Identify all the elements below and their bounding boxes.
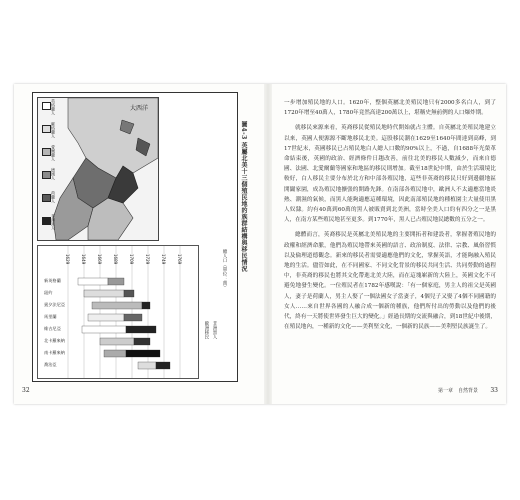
map-label-atlantic: 大西洋	[130, 105, 149, 112]
legend-label: 英格蘭人	[51, 99, 56, 115]
legend-swatch	[42, 194, 51, 202]
legend-item	[42, 122, 58, 138]
side-note: 總人口（單位：萬）	[222, 249, 227, 290]
legend-item	[42, 214, 58, 230]
side-note: 歐洲移民	[204, 321, 209, 339]
chart-category: 馬里蘭	[44, 314, 57, 319]
left-page-number: 32	[22, 387, 30, 394]
chart-year: 1649	[81, 254, 86, 265]
legend-label: 愛爾蘭人	[51, 145, 56, 161]
chart-category: 賓夕法尼亞	[44, 302, 65, 307]
population-chart	[37, 245, 199, 379]
chart-year: 1729	[145, 254, 150, 265]
figure-caption: 圖4-3 英屬北美十三個殖民地的族群結構與移民情況	[240, 121, 247, 273]
chart-category: 喬治亞	[44, 362, 57, 367]
chart-graphic	[38, 246, 198, 378]
chart-year: 1669	[97, 254, 102, 265]
side-note: 非洲黑人	[212, 321, 217, 339]
legend-label: 蘇格蘭人	[51, 122, 56, 138]
body-text	[284, 98, 496, 337]
running-head: 第一章 自然背景	[437, 388, 478, 394]
chart-year: 1689	[113, 254, 118, 265]
legend-swatch	[42, 125, 51, 133]
paragraph: 總體而言，英裔移民是英屬北美殖民地的主要開拓者和建設者，掌握著殖民地的政權和經濟命脈，他們為殖民地帶來英國的語言、政治制度、法律、宗教、風俗習慣以及倫理道德觀念。新來的移民者需要適應他們的文化，掌握英語，才能夠融入殖民地的生活。儘管如此，在不同國家、不同文化背景的移民共同生活、共同勞動的過程中，非英裔的移民也將其文化帶進北美大陸，而在這塊嶄新的大陸上，英國文化不可避免地發生變化。一位殖民者在1782年感嘆說：「有一個家庭，男主人的祖父是英國人，妻子是荷蘭人，男主人娶了一個法國女子當妻子，4個兒子又娶了4個不同國籍的女人……來自世界各國的人融合成一個新的種族，他們所付出的勞動以及他們的後代，終有一天將使世界發生巨大的變化。」經過長期的交流與融合，到18世紀中後期，在殖民地內，一種新的文化——美利堅文化，一個新的民族——美利堅民族誕生了。	[284, 232, 496, 331]
legend-label: 德國人	[51, 168, 56, 180]
chart-year: 1749	[161, 254, 166, 265]
right-page-number: 33	[490, 387, 498, 394]
chart-side-notes	[201, 245, 233, 377]
book-spread	[14, 84, 506, 404]
chart-category: 紐約	[44, 290, 53, 295]
legend-item	[42, 145, 58, 161]
left-page	[14, 84, 264, 404]
legend-label: 荷蘭人	[51, 191, 56, 203]
legend-swatch	[42, 148, 51, 156]
chart-year: 1629	[65, 254, 70, 265]
paragraph: 就移民來源來看，英裔移民從殖民地時代開始就占主體。自英屬北美殖民地建立以來，英國人便源源不斷地移民北美。這股移民潮在1629至1640年間達到高峰，到17世紀末，英國移民已占殖民地白人總人口數的90%以上，不過，自1688年光榮革命結束後，英國的政治、經濟條件日趨改善，前往北美的移民人數減少，而來自德國、法國、北愛爾蘭等國家和地區的移民則增加。截至18世紀中期，由於生活環境比較好，白人移民主要分布於北方和中部各殖民地，這些非英裔的移民只好到邊疆地區開闢家園，成為殖民地擴張的開路先鋒。在南部各殖民地中，歐洲人不太適應當地炎熱、潮濕的氣候，而黑人能夠適應這種環境，因此南部殖民地的種植園主大量使用黑人奴隸。約有40萬到60萬的黑人被販賣到北美洲，當時全美人口約有四分之一是黑人，在南方某些殖民地甚至更多。到1770年，黑人已占殖民地民總數的五分之一。	[284, 125, 496, 224]
legend-item	[42, 168, 58, 180]
chart-category: 北卡羅來納	[44, 338, 65, 343]
colonies-map	[37, 97, 159, 241]
chart-category: 南卡羅來納	[44, 350, 65, 355]
legend-swatch	[42, 217, 51, 225]
chart-category: 新英格蘭	[44, 278, 61, 283]
legend-swatch	[42, 171, 51, 179]
legend-item	[42, 99, 58, 115]
paragraph: 一步增加殖民地的人口。1620年，整個英屬北美殖民地只有2000多名白人，到了1720年增至40萬人，1780年竟然高達200萬以上，堪稱史無前例的人口爆炸期。	[284, 100, 496, 117]
legend-item	[42, 191, 58, 203]
book-gutter	[264, 84, 272, 404]
legend-swatch	[42, 102, 51, 110]
legend-label: 非洲黑人	[51, 214, 56, 230]
right-page	[272, 84, 506, 404]
chart-category: 維吉尼亞	[44, 326, 61, 331]
rotated-figure	[32, 92, 247, 382]
chart-year: 1709	[129, 254, 134, 265]
chart-year: 1769	[177, 254, 182, 265]
map-legend	[42, 99, 58, 238]
